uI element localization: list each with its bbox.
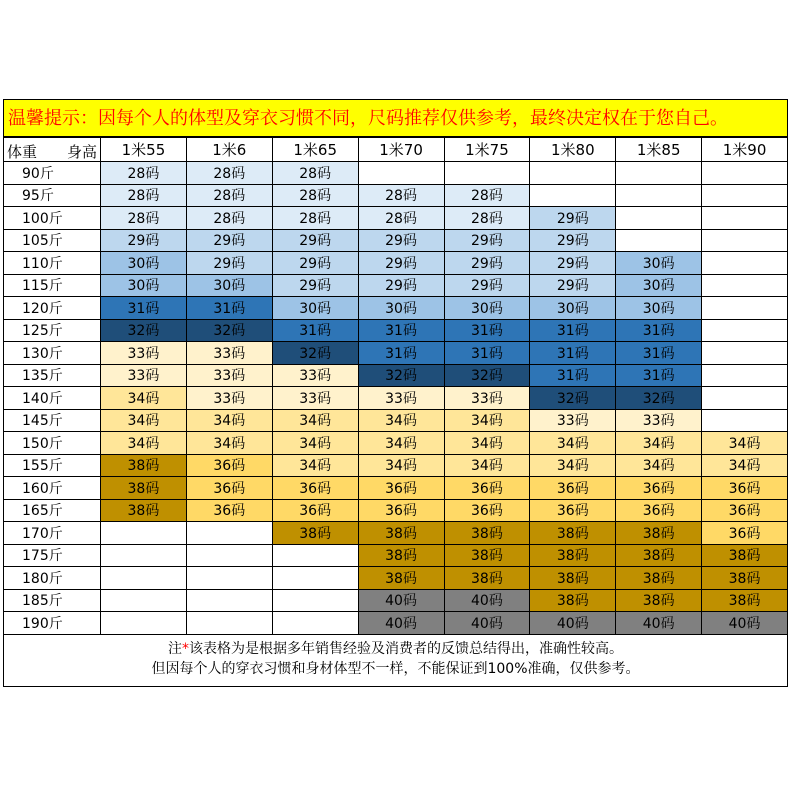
table-row [4, 612, 788, 635]
size-cell: 34码 [358, 454, 444, 477]
size-cell: 36码 [186, 499, 272, 522]
header-row [4, 138, 788, 162]
size-chart [3, 99, 788, 687]
size-cell: 34码 [272, 409, 358, 432]
size-cell: 40码 [358, 589, 444, 612]
table-row [4, 184, 788, 207]
size-cell: 40码 [358, 612, 444, 635]
table-row [4, 342, 788, 365]
size-cell: 34码 [101, 432, 187, 455]
height-axis-label: 身高 [66, 143, 97, 161]
table-row [4, 297, 788, 320]
size-cell: 32码 [530, 387, 616, 410]
size-cell: 36码 [272, 499, 358, 522]
size-cell: 34码 [530, 432, 616, 455]
size-cell [272, 544, 358, 567]
size-cell: 33码 [186, 364, 272, 387]
size-cell: 38码 [444, 522, 530, 545]
weight-label: 170斤 [4, 522, 101, 545]
size-cell: 34码 [358, 409, 444, 432]
size-cell: 30码 [186, 274, 272, 297]
table-row [4, 522, 788, 545]
table-row [4, 454, 788, 477]
size-cell: 36码 [272, 477, 358, 500]
size-cell [702, 342, 788, 365]
weight-label: 150斤 [4, 432, 101, 455]
size-cell [702, 319, 788, 342]
size-cell: 28码 [101, 162, 187, 185]
size-cell: 34码 [444, 454, 530, 477]
table-row [4, 432, 788, 455]
size-cell: 30码 [272, 297, 358, 320]
size-cell: 29码 [444, 274, 530, 297]
size-cell: 38码 [702, 567, 788, 590]
size-cell: 32码 [358, 364, 444, 387]
size-cell: 29码 [530, 274, 616, 297]
size-cell: 36码 [186, 477, 272, 500]
table-row [4, 409, 788, 432]
size-cell [101, 567, 187, 590]
size-cell [702, 364, 788, 387]
size-cell: 28码 [101, 184, 187, 207]
size-cell [186, 544, 272, 567]
size-cell: 30码 [358, 297, 444, 320]
size-cell: 34码 [272, 454, 358, 477]
weight-label: 140斤 [4, 387, 101, 410]
size-cell: 38码 [358, 522, 444, 545]
height-header: 1米80 [530, 138, 616, 162]
size-cell: 33码 [616, 409, 702, 432]
size-cell [530, 162, 616, 185]
table-row [4, 567, 788, 590]
size-cell: 38码 [101, 477, 187, 500]
size-cell: 31码 [616, 364, 702, 387]
size-cell: 33码 [272, 387, 358, 410]
size-cell: 31码 [358, 342, 444, 365]
size-cell: 34码 [702, 432, 788, 455]
size-cell: 36码 [530, 499, 616, 522]
table-row [4, 477, 788, 500]
size-cell [702, 387, 788, 410]
size-cell: 29码 [272, 252, 358, 275]
size-cell: 33码 [101, 364, 187, 387]
size-cell: 31码 [616, 342, 702, 365]
size-cell: 38码 [272, 522, 358, 545]
size-cell: 28码 [186, 184, 272, 207]
height-header: 1米75 [444, 138, 530, 162]
weight-axis-label: 体重 [7, 143, 38, 161]
weight-label: 125斤 [4, 319, 101, 342]
size-cell: 33码 [186, 342, 272, 365]
size-cell: 36码 [358, 499, 444, 522]
size-cell: 38码 [530, 567, 616, 590]
size-cell: 28码 [186, 162, 272, 185]
size-cell: 31码 [101, 297, 187, 320]
size-cell [101, 612, 187, 635]
size-cell: 34码 [616, 454, 702, 477]
size-cell: 30码 [101, 274, 187, 297]
size-cell: 36码 [702, 522, 788, 545]
weight-label: 155斤 [4, 454, 101, 477]
size-cell: 30码 [101, 252, 187, 275]
size-cell [702, 229, 788, 252]
weight-label: 90斤 [4, 162, 101, 185]
size-cell: 28码 [358, 184, 444, 207]
size-cell: 38码 [702, 589, 788, 612]
table-row [4, 252, 788, 275]
size-cell [272, 612, 358, 635]
size-cell: 28码 [444, 184, 530, 207]
size-cell: 38码 [358, 544, 444, 567]
size-cell: 38码 [101, 499, 187, 522]
size-cell: 30码 [616, 252, 702, 275]
size-cell: 28码 [272, 184, 358, 207]
height-header: 1米85 [616, 138, 702, 162]
weight-label: 180斤 [4, 567, 101, 590]
size-cell: 36码 [616, 477, 702, 500]
size-cell: 34码 [186, 409, 272, 432]
size-cell: 31码 [530, 319, 616, 342]
size-cell: 38码 [530, 589, 616, 612]
size-cell: 31码 [616, 319, 702, 342]
size-cell: 40码 [616, 612, 702, 635]
size-cell: 38码 [616, 522, 702, 545]
size-cell: 34码 [272, 432, 358, 455]
weight-label: 95斤 [4, 184, 101, 207]
size-cell: 38码 [616, 544, 702, 567]
size-cell: 38码 [444, 544, 530, 567]
size-cell: 28码 [101, 207, 187, 230]
table-row [4, 499, 788, 522]
weight-label: 165斤 [4, 499, 101, 522]
size-cell: 30码 [616, 274, 702, 297]
size-cell [616, 162, 702, 185]
corner-cell [4, 138, 101, 162]
size-cell: 38码 [616, 567, 702, 590]
size-cell [101, 589, 187, 612]
weight-label: 130斤 [4, 342, 101, 365]
table-row [4, 589, 788, 612]
size-cell: 29码 [186, 252, 272, 275]
size-cell: 31码 [530, 364, 616, 387]
size-cell: 31码 [444, 342, 530, 365]
height-header: 1米90 [702, 138, 788, 162]
table-row [4, 387, 788, 410]
table-row [4, 544, 788, 567]
size-cell [186, 567, 272, 590]
size-cell [186, 522, 272, 545]
size-cell: 29码 [272, 229, 358, 252]
size-cell: 33码 [186, 387, 272, 410]
size-cell: 33码 [101, 342, 187, 365]
weight-label: 120斤 [4, 297, 101, 320]
size-cell [272, 567, 358, 590]
size-cell: 28码 [186, 207, 272, 230]
size-cell [616, 229, 702, 252]
size-cell [186, 589, 272, 612]
weight-label: 110斤 [4, 252, 101, 275]
height-header: 1米6 [186, 138, 272, 162]
size-cell [530, 184, 616, 207]
height-header: 1米55 [101, 138, 187, 162]
size-cell: 31码 [358, 319, 444, 342]
size-cell [444, 162, 530, 185]
size-cell [616, 184, 702, 207]
size-cell: 38码 [101, 454, 187, 477]
size-cell: 32码 [444, 364, 530, 387]
size-cell: 33码 [272, 364, 358, 387]
size-cell: 28码 [444, 207, 530, 230]
size-cell: 34码 [358, 432, 444, 455]
size-cell: 29码 [358, 274, 444, 297]
weight-label: 185斤 [4, 589, 101, 612]
size-cell [702, 207, 788, 230]
table-row [4, 162, 788, 185]
footnote-line-2: 但因每个人的穿衣习惯和身材体型不一样，不能保证到100%准确，仅供参考。 [151, 660, 640, 677]
size-cell [702, 274, 788, 297]
size-cell: 28码 [358, 207, 444, 230]
weight-label: 160斤 [4, 477, 101, 500]
size-cell: 40码 [444, 589, 530, 612]
size-cell: 36码 [702, 499, 788, 522]
size-cell: 38码 [616, 589, 702, 612]
height-header: 1米65 [272, 138, 358, 162]
size-cell: 40码 [444, 612, 530, 635]
table-row [4, 319, 788, 342]
weight-label: 100斤 [4, 207, 101, 230]
size-cell: 36码 [530, 477, 616, 500]
size-cell: 36码 [444, 477, 530, 500]
size-cell: 31码 [530, 342, 616, 365]
size-cell: 29码 [101, 229, 187, 252]
size-cell: 38码 [530, 544, 616, 567]
size-cell: 34码 [616, 432, 702, 455]
size-cell: 32码 [101, 319, 187, 342]
size-cell: 33码 [358, 387, 444, 410]
size-cell: 34码 [101, 409, 187, 432]
size-cell [101, 544, 187, 567]
size-cell: 34码 [530, 454, 616, 477]
size-cell: 34码 [444, 409, 530, 432]
size-cell: 36码 [358, 477, 444, 500]
size-cell: 30码 [444, 297, 530, 320]
size-cell: 31码 [444, 319, 530, 342]
size-cell [702, 297, 788, 320]
table-row [4, 274, 788, 297]
size-cell: 31码 [272, 319, 358, 342]
size-cell: 29码 [530, 229, 616, 252]
size-cell: 29码 [444, 229, 530, 252]
size-cell: 38码 [358, 567, 444, 590]
size-cell: 36码 [444, 499, 530, 522]
size-cell: 32码 [616, 387, 702, 410]
size-cell: 34码 [101, 387, 187, 410]
weight-label: 135斤 [4, 364, 101, 387]
table-row [4, 207, 788, 230]
size-cell: 32码 [186, 319, 272, 342]
weight-label: 115斤 [4, 274, 101, 297]
warm-tip-banner: 温馨提示：因每个人的体型及穿衣习惯不同，尺码推荐仅供参考，最终决定权在于您自己。 [3, 99, 788, 137]
table-row [4, 229, 788, 252]
size-cell [186, 612, 272, 635]
size-cell: 34码 [702, 454, 788, 477]
size-cell [702, 252, 788, 275]
size-cell: 29码 [444, 252, 530, 275]
size-cell [616, 207, 702, 230]
size-cell: 36码 [702, 477, 788, 500]
size-cell: 29码 [272, 274, 358, 297]
size-cell [272, 589, 358, 612]
size-cell: 29码 [358, 229, 444, 252]
weight-label: 145斤 [4, 409, 101, 432]
size-cell: 28码 [272, 207, 358, 230]
size-cell: 31码 [186, 297, 272, 320]
size-cell: 29码 [530, 207, 616, 230]
size-cell: 32码 [272, 342, 358, 365]
size-cell: 36码 [616, 499, 702, 522]
asterisk-mark: * [182, 640, 189, 657]
weight-label: 175斤 [4, 544, 101, 567]
size-cell: 30码 [530, 297, 616, 320]
size-cell [358, 162, 444, 185]
size-cell [702, 184, 788, 207]
size-cell: 29码 [358, 252, 444, 275]
table-row [4, 364, 788, 387]
weight-label: 190斤 [4, 612, 101, 635]
size-cell: 34码 [186, 432, 272, 455]
size-cell [702, 409, 788, 432]
size-cell: 38码 [444, 567, 530, 590]
size-cell [702, 162, 788, 185]
size-cell: 40码 [530, 612, 616, 635]
size-cell: 30码 [616, 297, 702, 320]
size-cell: 29码 [186, 229, 272, 252]
size-cell: 28码 [272, 162, 358, 185]
size-cell [101, 522, 187, 545]
size-cell: 29码 [530, 252, 616, 275]
size-cell: 36码 [186, 454, 272, 477]
height-header: 1米70 [358, 138, 444, 162]
weight-label: 105斤 [4, 229, 101, 252]
footnote-line-1: 注*该表格为是根据多年销售经验及消费者的反馈总结得出，准确性较高。 [168, 640, 623, 657]
size-table [3, 137, 788, 635]
size-cell: 40码 [702, 612, 788, 635]
footnote [3, 635, 788, 687]
size-cell: 38码 [702, 544, 788, 567]
size-cell: 34码 [444, 432, 530, 455]
size-cell: 33码 [444, 387, 530, 410]
size-cell: 38码 [530, 522, 616, 545]
size-cell: 33码 [530, 409, 616, 432]
